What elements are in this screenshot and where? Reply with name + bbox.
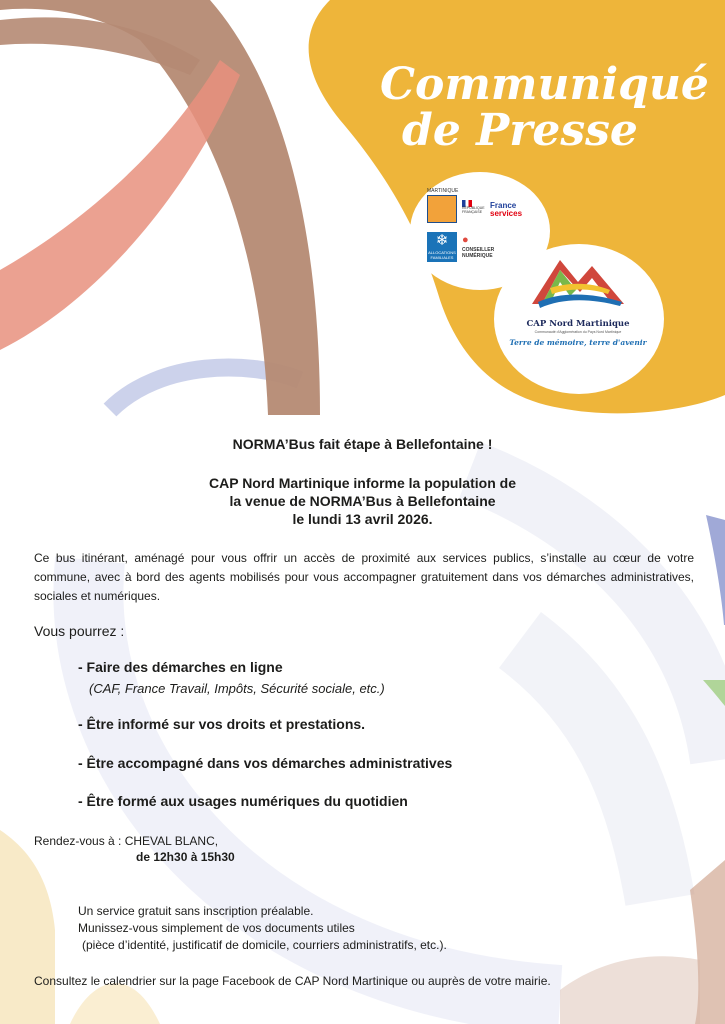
rendezvous-place: Rendez-vous à : CHEVAL BLANC,: [34, 834, 219, 848]
intro-line-3: le lundi 13 avril 2026.: [292, 511, 433, 527]
rendezvous: [34, 833, 235, 865]
martinique-shield-icon: [427, 195, 457, 223]
headline: NORMA’Bus fait étape à Bellefontaine !: [232, 436, 493, 452]
description-paragraph: Ce bus itinérant, aménagé pour vous offrir un accès de proximité aux services publics, s’installe au cœur de votre commune, avec à bord des agents mobilisés pour vous accompagner gratuitement dans vos démarches administratives, sociales et numériques.: [34, 551, 694, 603]
france-services-line2: services: [490, 209, 523, 219]
list-item: - Être formé aux usages numériques du quotidien: [78, 793, 408, 809]
list-item: - Faire des démarches en ligne: [78, 659, 283, 675]
intro: [0, 474, 725, 528]
title-line-1: Communiqué: [380, 59, 709, 110]
note-line-3: (pièce d’identité, justificatif de domicile, courriers administratifs, etc.).: [82, 938, 447, 952]
list-item-detail: (CAF, France Travail, Impôts, Sécurité sociale, etc.): [89, 681, 385, 696]
list-item: - Être accompagné dans vos démarches administratives: [78, 755, 453, 771]
martinique-label: MARTINIQUE: [427, 188, 459, 194]
list-item: - Être informé sur vos droits et prestations.: [78, 716, 366, 732]
caf-logo: [427, 232, 457, 262]
france-services-line1: France: [490, 201, 517, 210]
cap-subtitle: Communauté d'Agglomération du Pays Nord Martinique: [534, 330, 622, 334]
service-note: [78, 903, 447, 954]
conseiller-line1: CONSEILLER: [462, 247, 495, 254]
intro-line-2: la venue de NORMA’Bus à Bellefontaine: [229, 493, 496, 509]
note-line-2: Munissez-vous simplement de vos documents utiles: [78, 921, 355, 935]
republique-logo: [462, 200, 486, 220]
cap-name: CAP Nord Martinique: [526, 319, 630, 329]
footer-text: Consultez le calendrier sur la page Facebook de CAP Nord Martinique ou auprès de votre mairie.: [34, 974, 551, 988]
press-release-title: [380, 59, 709, 157]
cap-nord-mountain-icon: [520, 252, 640, 316]
conseiller-numerique-logo: [462, 234, 494, 259]
france-services-logo: [490, 202, 522, 219]
intro-line-1: CAP Nord Martinique informe la population de: [209, 475, 516, 491]
cap-tagline: Terre de mémoire, terre d'avenir: [509, 338, 647, 347]
snowflake-icon: ❄: [435, 232, 449, 249]
title-line-2: de Presse: [402, 105, 638, 157]
note-line-1: Un service gratuit sans inscription préalable.: [78, 904, 314, 918]
conseiller-line2: NUMÉRIQUE: [462, 253, 493, 260]
list-lead: Vous pourrez :: [34, 623, 125, 639]
caf-text: ALLOCATIONS FAMILIALES: [428, 250, 456, 260]
location-pin-icon: ●: [462, 234, 469, 246]
rendezvous-time: de 12h30 à 15h30: [136, 850, 235, 864]
martinique-logo: [427, 188, 457, 224]
republique-text: RÉPUBLIQUE FRANÇAISE: [462, 206, 485, 214]
